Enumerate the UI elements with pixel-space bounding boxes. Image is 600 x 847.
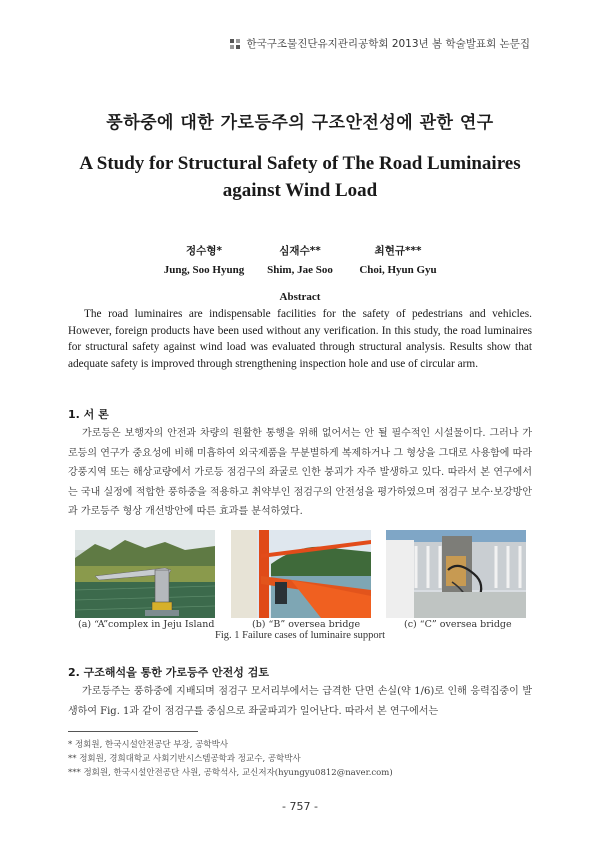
footnote-2: ** 정회원, 경희대학교 사회기반시스템공학과 정교수, 공학박사 [68,754,301,764]
abstract-body: The road luminaires are indispensable facilities for the safety of pedestrians and vehicles. However, foreign products have been used without any verification. In this study, the road luminaires for structural safety against wind load was evaluated through structural analysis. Results show that adequate safety is improved through strengthening inspection hole and use of circular arm. [68,308,532,370]
header-text: 한국구조물진단유지관리공학회 2013년 봄 학술발표회 논문집 [246,38,530,50]
page-number: - 757 - [282,800,318,813]
photo-oversea-bridge-b [231,530,371,618]
author-3-en: Choi, Hyun Gyu [359,264,437,276]
running-header [229,36,530,51]
caption-c: (c) “C” oversea bridge [404,619,512,630]
author-3-ko: 최현규*** [374,245,422,257]
author-3 [338,243,458,276]
author-1-ko: 정수형* [186,245,222,257]
caption-b: (b) “B” oversea bridge [252,619,361,630]
section1-heading: 1. 서 론 [68,408,109,421]
footnote-3: *** 정회원, 한국시설안전공단 사원, 공학석사, 교신저자(hyungyu0812@naver.com) [68,768,393,778]
footnote-1: * 정회원, 한국시설안전공단 부장, 공학박사 [68,740,229,750]
society-logo-icon [229,38,241,50]
title-korean: 풍하중에 대한 가로등주의 구조안전성에 관한 연구 [106,113,494,133]
caption-a: (a) “A”complex in Jeju Island [78,619,215,630]
title-english-line2: against Wind Load [222,180,378,201]
author-1-en: Jung, Soo Hyung [163,264,245,276]
abstract-heading: Abstract [279,291,321,303]
photo-oversea-bridge-c [386,530,526,618]
section2-body: 가로등주는 풍하중에 지배되며 점검구 모서리부에서는 급격한 단면 손실(약 1/6)로 인해 응력집중이 발생하여 Fig. 1과 같이 점검구를 중심으로 좌굴파괴가 일어난다. 따라서 본 연구에서는 [68,686,532,717]
author-2-en: Shim, Jae Soo [267,264,333,276]
footnote-divider [68,731,198,732]
photo-jeju-complex [75,530,215,618]
author-2-ko: 심재수** [279,245,321,257]
figure-title: Fig. 1 Failure cases of luminaire support [214,630,385,641]
section2-heading: 2. 구조해석을 통한 가로등주 안전성 검토 [68,666,269,679]
title-english [60,150,540,204]
section1-body: 가로등은 보행자의 안전과 차량의 원활한 통행을 위해 없어서는 안 될 필수적인 시설물이다. 그러나 가로등의 연구가 중요성에 비해 미흡하여 외국제품을 무분별하게 복제하거나 그 형상을 그대로 사용함에 따라 강풍지역 또는 해상교량에서 가로등 점검구의 좌굴로 인한 붕괴가 자주 발생하고 있다. 따라서 본 연구에서는 국내 실정에 적합한 풍하중을 적용하고 취약부인 점검구의 안전성을 평가하였으며 점검구 보수·보강방안과 가로등주 형상 개선방안에 따른 효과를 분석하였다. [68,428,532,517]
title-english-line1: A Study for Structural Safety of The Road Luminaires [79,153,521,174]
